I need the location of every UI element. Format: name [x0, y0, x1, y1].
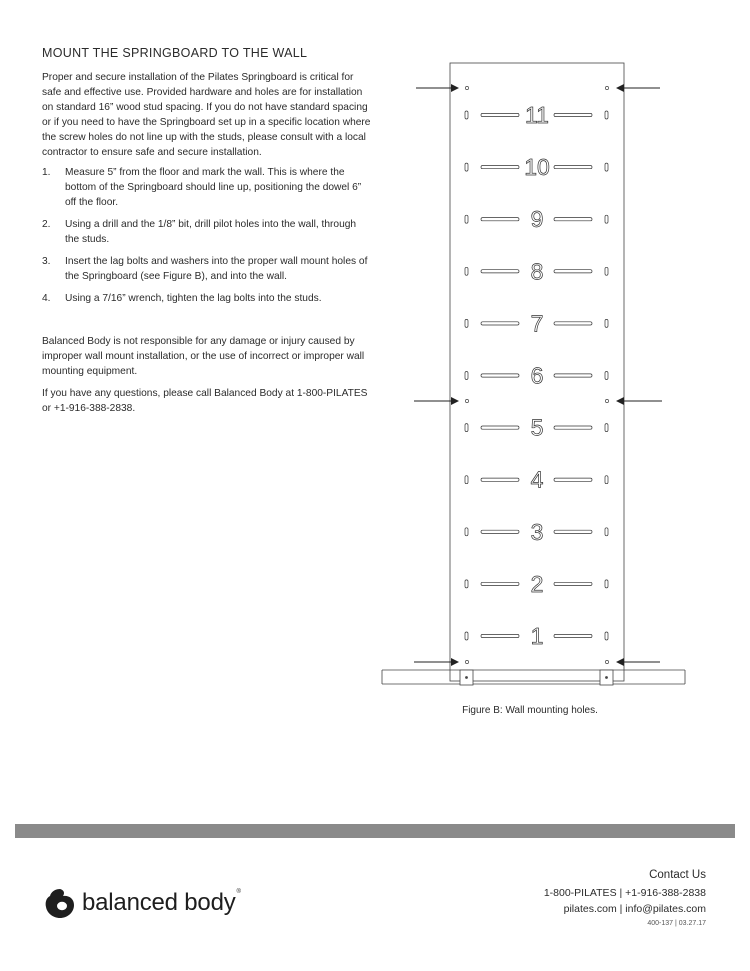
rung-bar-left: [481, 530, 519, 533]
rung: [465, 519, 608, 545]
section-heading: MOUNT THE SPRINGBOARD TO THE WALL: [42, 46, 308, 60]
rung-bar-right: [554, 166, 592, 169]
slot-right: [605, 580, 608, 588]
rung-bar-right: [554, 634, 592, 637]
rung: [465, 467, 608, 493]
rung-bar-right: [554, 426, 592, 429]
rung-bar-right: [554, 478, 592, 481]
rung-number-label: 1: [530, 623, 544, 649]
rung-number-label: 5: [530, 414, 544, 441]
rung-number-label: 10: [524, 154, 550, 181]
rung-number-label: 11: [525, 102, 549, 128]
rung: [465, 258, 608, 284]
slot-right: [605, 215, 608, 223]
slot-right: [605, 163, 608, 171]
step-number: 3.: [42, 256, 51, 267]
brand-logo: [43, 886, 241, 920]
rung-bar-right: [554, 270, 592, 273]
mount-hole: [465, 86, 468, 89]
rung-group: [465, 102, 608, 649]
rung: [465, 102, 608, 128]
rung-number-label: 8: [530, 258, 544, 285]
slot-right: [605, 111, 608, 119]
slot-left: [465, 528, 468, 536]
footer-bar: [15, 824, 735, 838]
mount-hole: [465, 399, 468, 402]
mount-hole: [605, 660, 608, 663]
rung-bar-right: [554, 113, 592, 116]
rung-number-label: 2: [530, 570, 544, 597]
rung-bar-right: [554, 582, 592, 585]
rung-bar-right: [554, 218, 592, 221]
mount-hole: [465, 660, 468, 663]
logo-wordmark: balanced body®: [82, 889, 241, 916]
contact-phone: 1-800-PILATES | +1-916-388-2838: [543, 887, 706, 899]
contact-paragraph: If you have any questions, please call Balanced Body at 1-800-PILATES or +1-916-388-2838.: [42, 388, 368, 414]
intro-paragraph: Proper and secure installation of the Pilates Springboard is critical for safe and effective use. Provided hardware and holes are for installation on standard 16” wood stud spacing. If you do not have standard spacing or if you need to have the Springboard set up in a specific location where the screw holes do not line up with the studs, please consult with a local contractor to ensure safe and secure installation.: [42, 72, 371, 158]
slot-right: [605, 476, 608, 484]
mount-hole: [605, 86, 608, 89]
rung: [465, 206, 608, 232]
rung-bar-left: [481, 166, 519, 169]
rung-bar-right: [554, 322, 592, 325]
rung-number-label: 9: [530, 206, 544, 233]
slot-left: [465, 111, 468, 119]
rung-bar-left: [481, 634, 519, 637]
rung-bar-left: [481, 478, 519, 481]
slot-right: [605, 267, 608, 275]
rung-number-label: 6: [530, 362, 544, 389]
slot-left: [465, 424, 468, 432]
slot-left: [465, 476, 468, 484]
slot-left: [465, 319, 468, 327]
step-number: 2.: [42, 219, 51, 230]
slot-left: [465, 163, 468, 171]
rung: [465, 310, 608, 336]
floor-line: [382, 670, 685, 685]
mount-hole: [605, 399, 608, 402]
figure-caption: Figure B: Wall mounting holes.: [462, 705, 598, 716]
slot-left: [465, 215, 468, 223]
slot-left: [465, 267, 468, 275]
rung: [465, 363, 608, 389]
slot-left: [465, 632, 468, 640]
rung: [465, 571, 608, 597]
rung-bar-left: [481, 113, 519, 116]
rung-bar-left: [481, 582, 519, 585]
document-code: 400-137 | 03.27.17: [647, 920, 706, 927]
rung: [465, 415, 608, 441]
rung-bar-left: [481, 270, 519, 273]
slot-right: [605, 424, 608, 432]
contact-web-email: pilates.com | info@pilates.com: [563, 903, 706, 915]
slot-left: [465, 372, 468, 380]
slot-right: [605, 632, 608, 640]
rung-number-label: 4: [530, 466, 544, 493]
contact-us-title: Contact Us: [649, 869, 706, 881]
rung-bar-right: [554, 530, 592, 533]
disclaimer-paragraph: Balanced Body is not responsible for any damage or injury caused by improper wall mount installation, or the use of incorrect or improper wall mounting equipment.: [42, 336, 365, 377]
rung-number-label: 7: [530, 310, 544, 337]
step-number: 1.: [42, 167, 51, 178]
slot-right: [605, 319, 608, 327]
rung-number-label: 3: [530, 518, 544, 545]
balanced-body-logo-icon: [43, 886, 77, 920]
slot-right: [605, 372, 608, 380]
slot-left: [465, 580, 468, 588]
rung: [465, 623, 608, 649]
rung-bar-right: [554, 374, 592, 377]
step-text: Using a 7/16” wrench, tighten the lag bolts into the studs.: [65, 293, 322, 304]
rung-bar-left: [481, 218, 519, 221]
step-text: Using a drill and the 1/8” bit, drill pilot holes into the wall, through the studs.: [65, 219, 357, 245]
rung-bar-left: [481, 374, 519, 377]
rung: [465, 154, 608, 180]
step-text: Insert the lag bolts and washers into the proper wall mount holes of the Springboard (see Figure B), and into the wall.: [65, 256, 368, 282]
step-text: Measure 5” from the floor and mark the wall. This is where the bottom of the Springboard should line up, positioning the dowel 6” off the floor.: [65, 167, 362, 208]
rung-bar-left: [481, 426, 519, 429]
rung-bar-left: [481, 322, 519, 325]
slot-right: [605, 528, 608, 536]
step-number: 4.: [42, 293, 51, 304]
